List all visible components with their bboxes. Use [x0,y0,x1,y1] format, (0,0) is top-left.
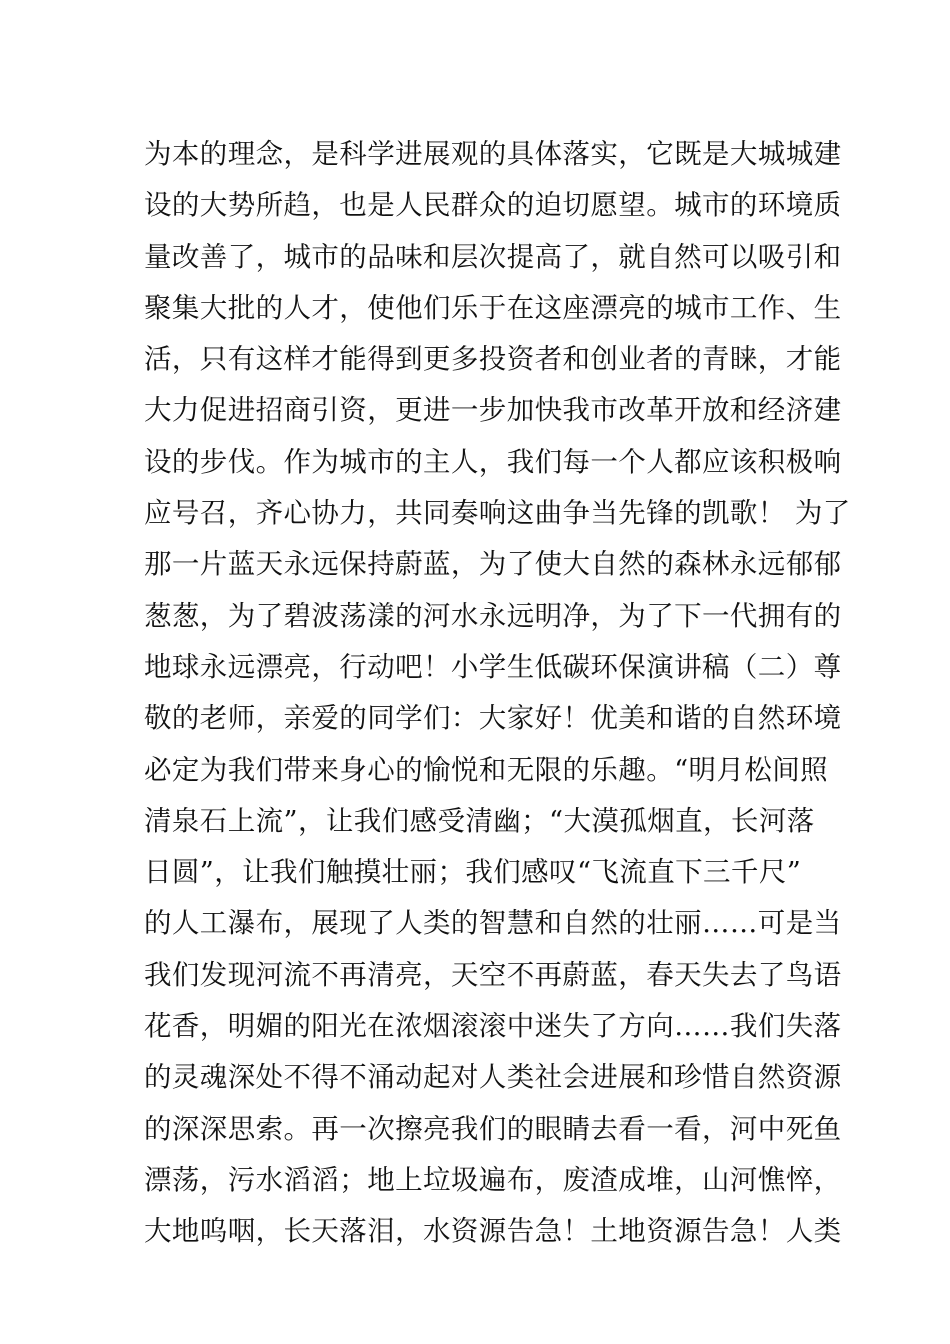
text-line: 设的大势所趋，也是人民群众的迫切愿望。城市的环境质 [144,189,842,222]
text-line: 日圆”，让我们触摸壮丽；我们感叹“飞流直下三千尺” [144,856,802,889]
text-line: 大地呜咽，长天落泪，水资源告急！土地资源告急！人类 [144,1215,842,1248]
text-line: 的灵魂深处不得不涌动起对人类社会进展和珍惜自然资源 [144,1061,842,1094]
text-line: 我们发现河流不再清亮，天空不再蔚蓝，春天失去了鸟语 [144,958,842,991]
text-line: 花香，明媚的阳光在浓烟滚滚中迷失了方向……我们失落 [144,1010,842,1043]
text-line: 应号召，齐心协力，共同奏响这曲争当先锋的凯歌！ 为了 [144,497,851,530]
text-line: 大力促进招商引资，更进一步加快我市改革开放和经济建 [144,394,842,427]
text-line: 活，只有这样才能得到更多投资者和创业者的青睐，才能 [144,343,842,376]
text-line: 必定为我们带来身心的愉悦和无限的乐趣。“明月松间照 [144,753,829,786]
text-line: 量改善了，城市的品味和层次提高了，就自然可以吸引和 [144,240,842,273]
text-line: 的深深思索。再一次擦亮我们的眼睛去看一看，河中死鱼 [144,1112,842,1145]
text-line: 敬的老师，亲爱的同学们：大家好！优美和谐的自然环境 [144,702,842,735]
text-line: 清泉石上流”，让我们感受清幽；“大漠孤烟直，长河落 [144,804,815,837]
text-line: 的人工瀑布，展现了人类的智慧和自然的壮丽……可是当 [144,907,842,940]
text-line: 葱葱，为了碧波荡漾的河水永远明净，为了下一代拥有的 [144,599,842,632]
body-text [144,133,851,1262]
text-line: 地球永远漂亮，行动吧！小学生低碳环保演讲稿（二）尊 [144,650,842,683]
text-line: 设的步伐。作为城市的主人，我们每一个人都应该积极响 [144,445,842,478]
text-line: 那一片蓝天永远保持蔚蓝，为了使大自然的森林永远郁郁 [144,548,842,581]
text-line: 聚集大批的人才，使他们乐于在这座漂亮的城市工作、生 [144,291,842,324]
text-line: 漂荡，污水滔滔；地上垃圾遍布，废渣成堆，山河憔悴， [144,1163,842,1196]
text-line: 为本的理念，是科学进展观的具体落实，它既是大城城建 [144,138,842,170]
